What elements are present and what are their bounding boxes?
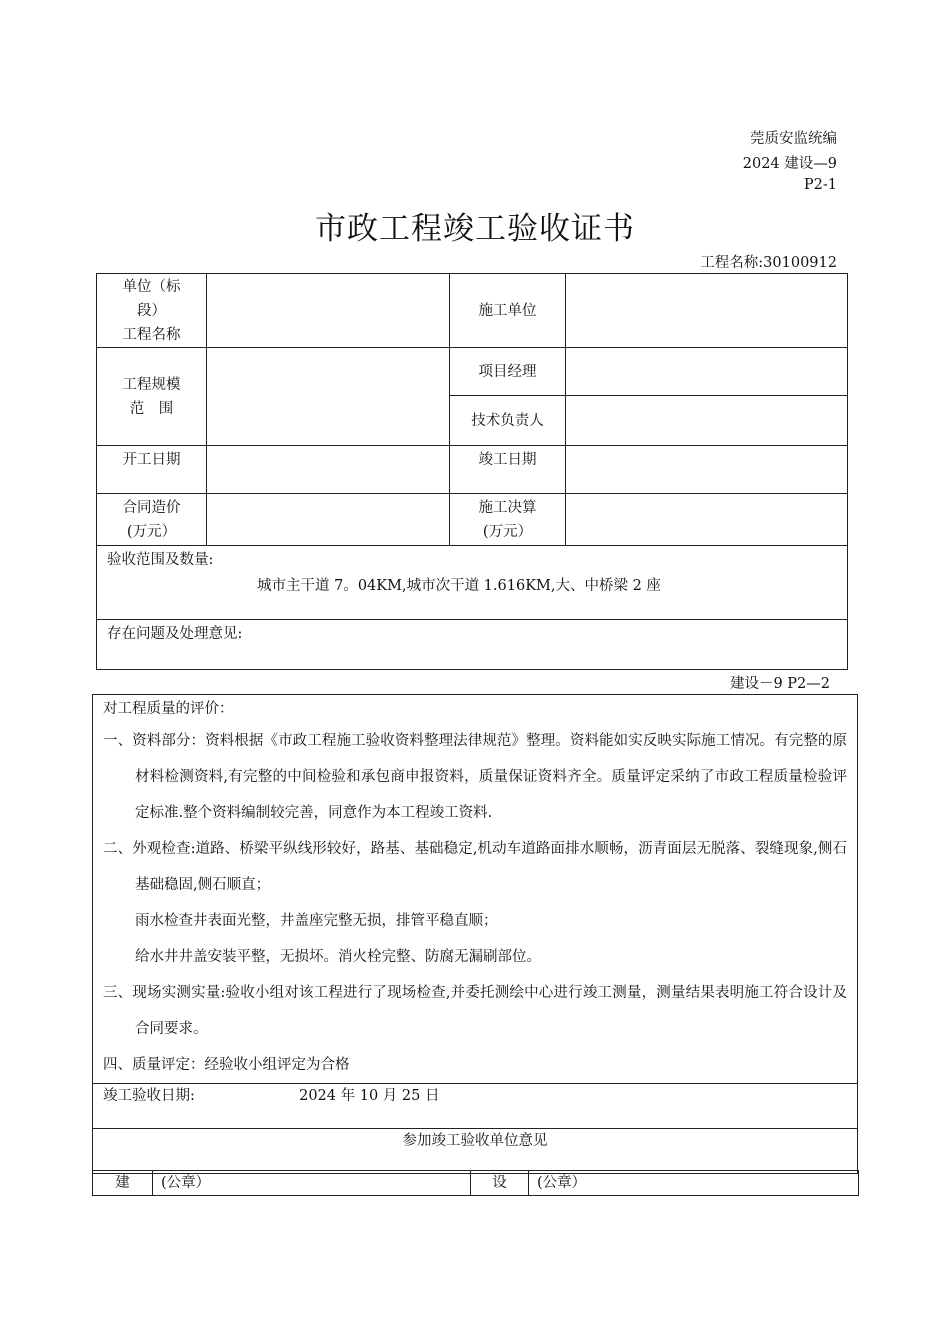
tech-label: 技术负责人 [450,396,566,446]
start-date-value-cell [207,446,450,494]
issues-label: 存在问题及处理意见: [107,626,243,642]
contract-price-label-cell [97,494,207,546]
settlement-value-cell [566,494,848,546]
design-seal: (公章） [529,1171,859,1196]
header-line-3: P2-1 [803,177,837,193]
evaluation-item-2-line-3: 给水井井盖安装平整，无损坏。消火栓完整、防腐无漏刷部位。 [135,949,541,965]
end-date-value-cell [566,446,848,494]
header-line-2: 2024 建设—9 [742,156,837,172]
contract-price-value-cell [207,494,450,546]
unit-label-line1: 单位（标 [122,278,181,295]
scope-value: 城市主干道 7。04KM,城市次干道 1.616KM,大、中桥梁 2 座 [257,578,661,594]
end-date-label: 竣工日期 [450,446,566,494]
builder-label: 建 [93,1171,153,1196]
settle-label-line1: 施工决算 [478,499,537,516]
pm-value-cell [566,348,848,396]
seal-table [92,1170,859,1196]
evaluation-item-3: 三、现场实测实量:验收小组对该工程进行了现场检查,并委托测绘中心进行竣工测量，测量结果表明施工符合设计及合同要求。 [103,985,847,1037]
evaluation-item-1: 一、资料部分：资料根据《市政工程施工验收资料整理法律规范》整理。资料能如实反映实际施工情况。有完整的原材料检测资料,有完整的中间检验和承包商申报资料，质量保证资料齐全。质量评定采纳了市政工程质量检验评定标准.整个资料编制较完善，同意作为本工程竣工资料. [103,733,847,821]
project-name-line: 工程名称:30100912 [700,255,837,271]
evaluation-item-4: 四、质量评定：经验收小组评定为合格 [103,1057,350,1073]
design-label: 设 [471,1171,529,1196]
pm-label: 项目经理 [450,348,566,396]
issues-cell [97,620,848,670]
evaluation-item-2: 二、外观检查:道路、桥梁平纵线形较好，路基、基础稳定,机动车道路面排水顺畅，沥青面层无脱落、裂缝现象,侧石基础稳固,侧石顺直； [103,841,847,893]
unit-value-cell [207,274,450,348]
scope-label: 验收范围及数量: [107,552,214,568]
tech-value-cell [566,396,848,446]
page-title: 市政工程竣工验收证书 [315,211,635,247]
scale-value-cell [207,348,450,446]
opinion-heading: 参加竣工验收单位意见 [93,1129,858,1174]
unit-label-line2: 段） [137,302,166,319]
builder-seal: (公章） [153,1171,471,1196]
contract-label-line1: 合同造价 [122,499,181,516]
contract-label-line2: (万元） [126,523,177,540]
contractor-value-cell [566,274,848,348]
settle-label-line2: (万元） [482,523,533,540]
page2-code: 建设－9 P2—2 [729,676,830,692]
certificate-info-table [96,273,848,670]
acceptance-date-label: 竣工验收日期: [103,1088,195,1104]
scale-label-line2: 范 围 [129,400,174,417]
acceptance-date-value: 2024 年 10 月 25 日 [299,1088,440,1104]
contractor-label: 施工单位 [450,274,566,348]
acceptance-date-cell [93,1084,858,1129]
evaluation-table [92,694,858,1174]
unit-label-line3: 工程名称 [122,326,181,343]
header-line-1: 莞质安监统编 [750,131,837,147]
scope-cell [97,546,848,620]
unit-label-cell [97,274,207,348]
scale-label-cell [97,348,207,446]
start-date-label: 开工日期 [97,446,207,494]
evaluation-heading: 对工程质量的评价： [103,701,234,717]
scale-label-line1: 工程规模 [122,376,181,393]
evaluation-cell [93,695,858,1084]
settlement-label-cell [450,494,566,546]
evaluation-item-2-line-2: 雨水检查井表面光整，井盖座完整无损，排管平稳直顺； [135,913,498,929]
